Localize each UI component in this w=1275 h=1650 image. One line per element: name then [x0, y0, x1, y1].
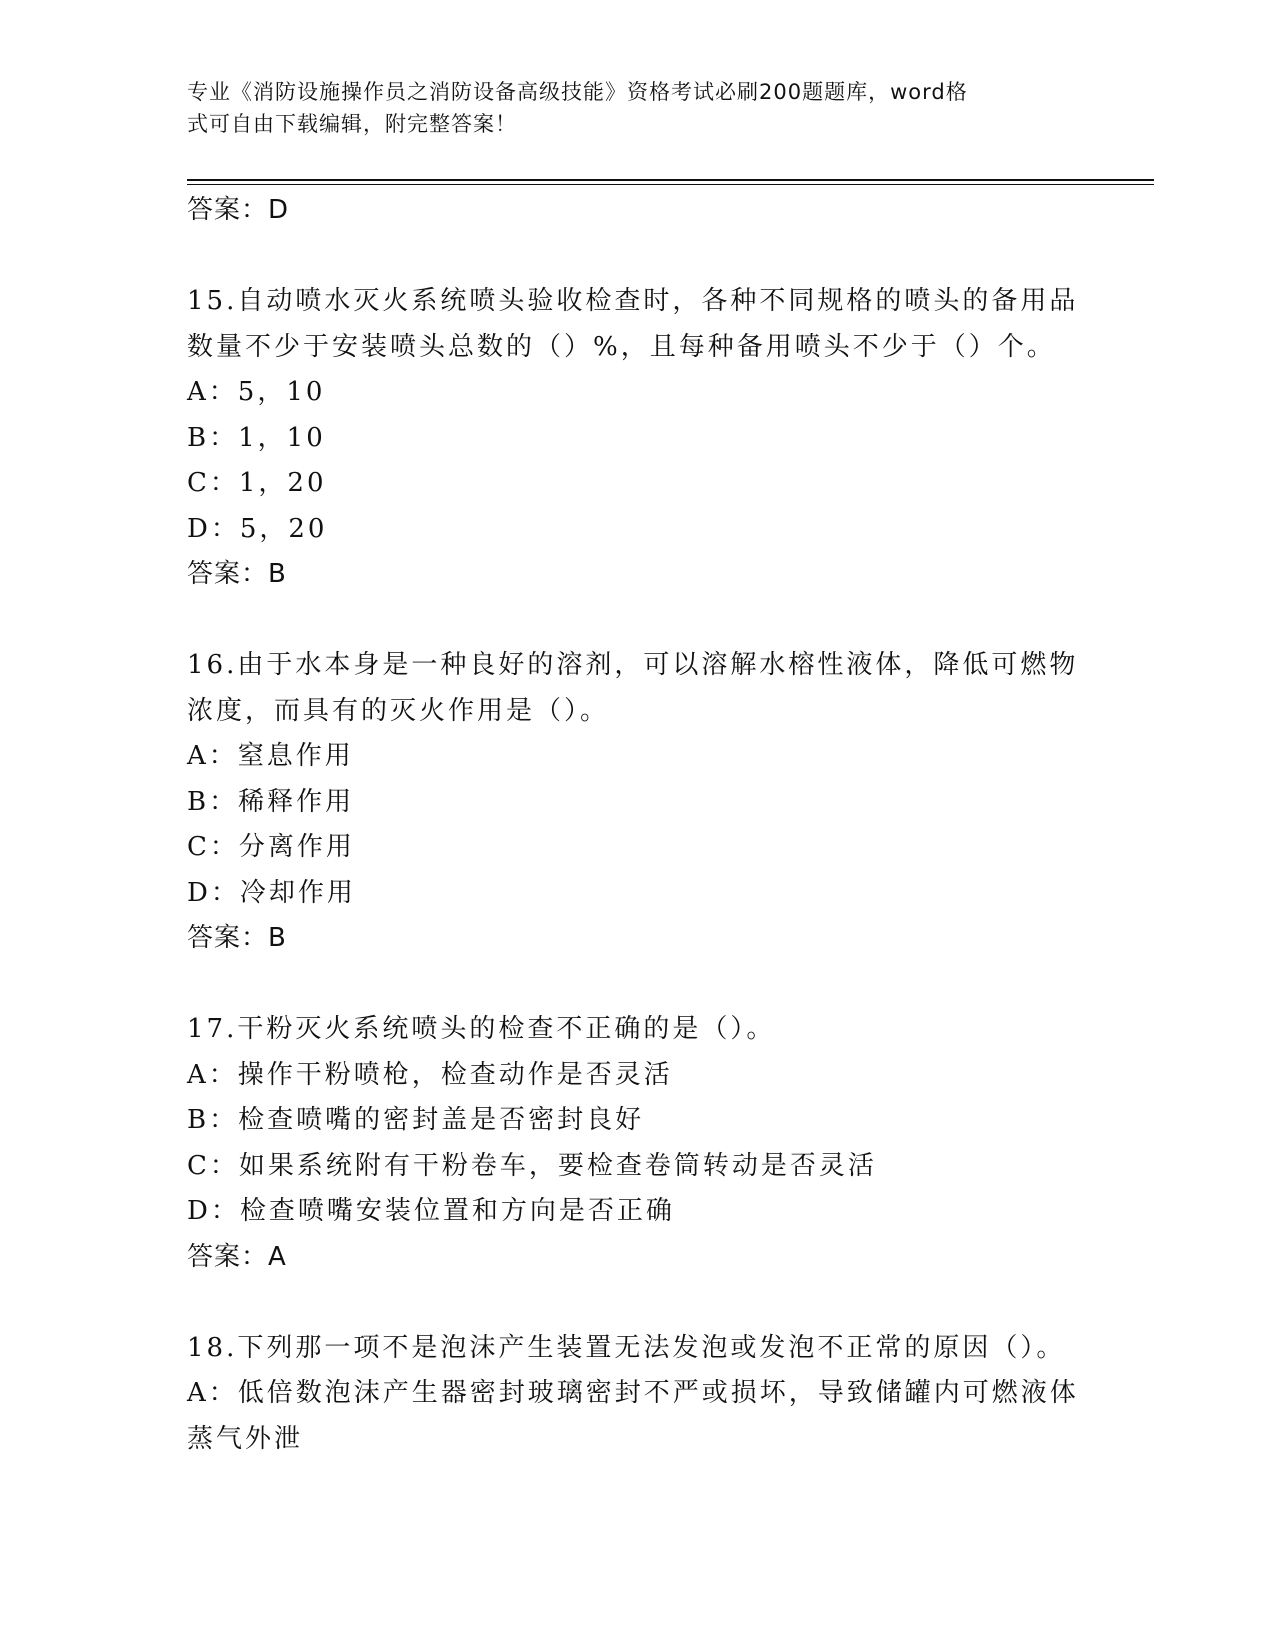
question-block: [187, 1007, 1087, 1280]
spacer: [187, 234, 1087, 280]
option-a: A：操作干粉喷枪，检查动作是否灵活: [187, 1059, 673, 1090]
option-a: A：低倍数泡沫产生器密封玻璃密封不严或损坏，导致储罐内可燃液体: [187, 1378, 1079, 1408]
option-d: D：冷却作用: [187, 877, 356, 908]
answer-line: 答案：B: [187, 559, 287, 589]
option-c: C：分离作用: [187, 832, 355, 862]
question-stem: 浓度，而具有的灭火作用是（）。: [187, 695, 610, 726]
question-stem: 16.由于水本身是一种良好的溶剂，可以溶解水榕性液体，降低可燃物: [187, 650, 1079, 680]
header-line-1: 专业《消防设施操作员之消防设备高级技能》资格考试必刷200题题库，word格: [187, 80, 968, 104]
question-block: [187, 1326, 1087, 1463]
spacer: [187, 1280, 1087, 1326]
question-stem: 18.下列那一项不是泡沫产生装置无法发泡或发泡不正常的原因（）。: [187, 1332, 1066, 1363]
option-d: D：检查喷嘴安装位置和方向是否正确: [187, 1196, 675, 1226]
header-line-2: 式可自由下载编辑，附完整答案！: [187, 112, 517, 136]
question-block: [187, 643, 1087, 962]
option-b: B：1，10: [187, 422, 326, 453]
spacer: [187, 962, 1087, 1008]
option-a: A：窒息作用: [187, 741, 354, 771]
question-stem: 15.自动喷水灭火系统喷头验收检查时，各种不同规格的喷头的备用品: [187, 286, 1079, 316]
question-stem: 数量不少于安装喷头总数的（）%，且每种备用喷头不少于（）个。: [187, 331, 1056, 362]
answer-line: 答案：A: [187, 1241, 287, 1272]
option-c: C：如果系统附有干粉卷车，要检查卷筒转动是否灵活: [187, 1150, 877, 1181]
answer-line: 答案：D: [187, 195, 290, 225]
answer-line: 答案：B: [187, 923, 287, 953]
spacer: [187, 598, 1087, 644]
option-c: C：1，20: [187, 468, 327, 498]
header-divider-thin: [187, 184, 1154, 185]
question-block: [187, 279, 1087, 598]
document-body: [187, 188, 1087, 1462]
option-b: B：检查喷嘴的密封盖是否密封良好: [187, 1105, 645, 1135]
header-divider-thick: [187, 179, 1154, 181]
option-a-continued: 蒸气外泄: [187, 1423, 304, 1454]
page-header: [187, 76, 1087, 140]
option-b: B：稀释作用: [187, 786, 355, 817]
question-stem: 17.干粉灭火系统喷头的检查不正确的是（）。: [187, 1014, 776, 1044]
option-d: D：5，20: [187, 513, 328, 544]
option-a: A：5，10: [187, 377, 326, 407]
